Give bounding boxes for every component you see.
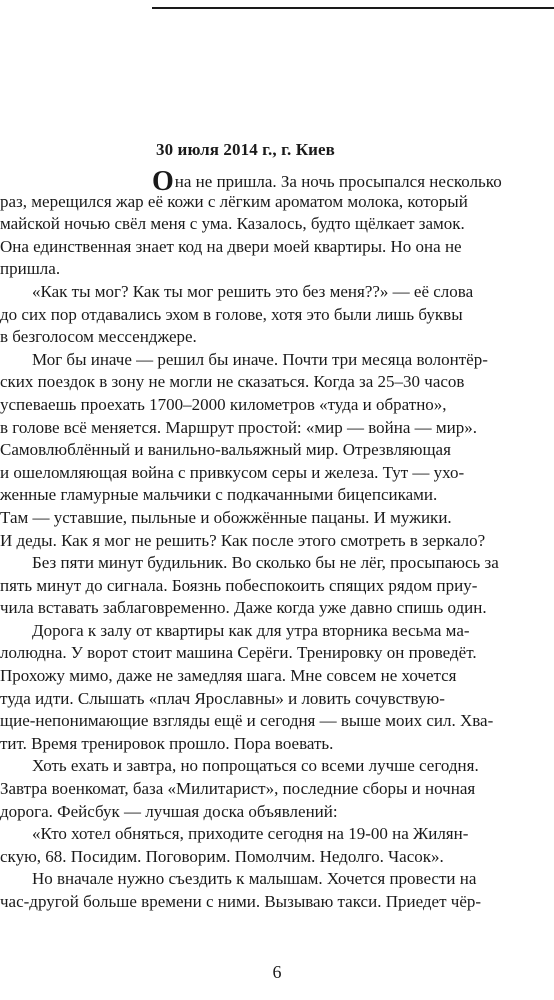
text-line: тит. Время тренировок прошло. Пора воевать. bbox=[0, 733, 334, 753]
text-line: Дорога к залу от квартиры как для утра вторника весьма ма- bbox=[32, 620, 470, 640]
text-line: ских поездок в зону не могли не сказаться. Когда за 25–30 часов bbox=[0, 372, 465, 392]
page-number: 6 bbox=[272, 962, 282, 982]
text-line: туда идти. Слышать «плач Ярославны» и ловить сочувствую- bbox=[0, 688, 445, 708]
text-line: Но вначале нужно съездить к малышам. Хочется провести на bbox=[32, 869, 477, 889]
text-line: Там — уставшие, пыльные и обожжённые пацаны. И мужики. bbox=[0, 507, 452, 527]
text-line: дорога. Фейсбук — лучшая доска объявлений: bbox=[0, 801, 338, 821]
text-line: в безголосом мессенджере. bbox=[0, 327, 197, 347]
text-line: Завтра военкомат, база «Милитарист», последние сборы и ночная bbox=[0, 779, 476, 799]
text-line: час-другой больше времени с ними. Вызываю такси. Приедет чёр- bbox=[0, 892, 482, 911]
text-line: Без пяти минут будильник. Во сколько бы не лёг, просыпаюсь за bbox=[32, 553, 499, 573]
chapter-heading: 30 июля 2014 г., г. Киев bbox=[156, 140, 335, 159]
text-line: Самовлюблённый и ванильно-вальяжный мир. Отрезвляющая bbox=[0, 440, 451, 460]
text-line: «Кто хотел обняться, приходите сегодня на 19-00 на Жилян- bbox=[32, 824, 469, 844]
first-line bbox=[0, 166, 554, 197]
text-line: пять минут до сигнала. Боязнь побеспокоить спящих рядом приу- bbox=[0, 575, 478, 595]
text-line: и ошеломляющая война с привкусом серы и железа. Тут — ухо- bbox=[0, 462, 465, 482]
first-line-text: на не пришла. За ночь просыпался несколько bbox=[174, 172, 502, 191]
text-line: лолюдна. У ворот стоит машина Серёги. Тренировку он проведёт. bbox=[0, 643, 477, 663]
text-line: раз, мерещился жар её кожи с лёгким ароматом молока, который bbox=[0, 191, 468, 211]
text-line: «Как ты мог? Как ты мог решить это без меня??» — её слова bbox=[32, 281, 474, 301]
header-rule bbox=[152, 7, 554, 9]
drop-cap: О bbox=[152, 166, 174, 197]
text-line: майской ночью свёл меня с ума. Казалось, будто щёлкает замок. bbox=[0, 214, 465, 234]
text-line: пришла. bbox=[0, 259, 61, 279]
text-line: до сих пор отдавались эхом в голове, хотя это были лишь буквы bbox=[0, 304, 463, 324]
text-line: успеваешь проехать 1700–2000 километров «туда и обратно», bbox=[0, 394, 447, 414]
body-text bbox=[0, 168, 554, 914]
text-line: Прохожу мимо, даже не замедляя шага. Мне совсем не хочется bbox=[0, 666, 457, 686]
text-line: Она единственная знает код на двери моей квартиры. Но она не bbox=[0, 236, 462, 256]
text-lines bbox=[0, 191, 554, 914]
text-line: женные гламурные мальчики с подкачанными бицепсиками. bbox=[0, 485, 438, 505]
text-line: Хоть ехать и завтра, но попрощаться со всеми лучше сегодня. bbox=[32, 756, 479, 776]
text-line: щие-непонимающие взгляды ещё и сегодня — выше моих сил. Хва- bbox=[0, 711, 494, 731]
text-line: чила вставать заблаговременно. Даже когда уже давно спишь один. bbox=[0, 598, 487, 618]
text-line: скую, 68. Посидим. Поговорим. Помолчим. Недолго. Часок». bbox=[0, 846, 444, 866]
text-line: Мог бы иначе — решил бы иначе. Почти три месяца волонтёр- bbox=[32, 349, 488, 369]
text-line: в голове всё меняется. Маршрут простой: «мир — война — мир». bbox=[0, 417, 478, 437]
text-line: И деды. Как я мог не решить? Как после этого смотреть в зеркало? bbox=[0, 530, 486, 550]
